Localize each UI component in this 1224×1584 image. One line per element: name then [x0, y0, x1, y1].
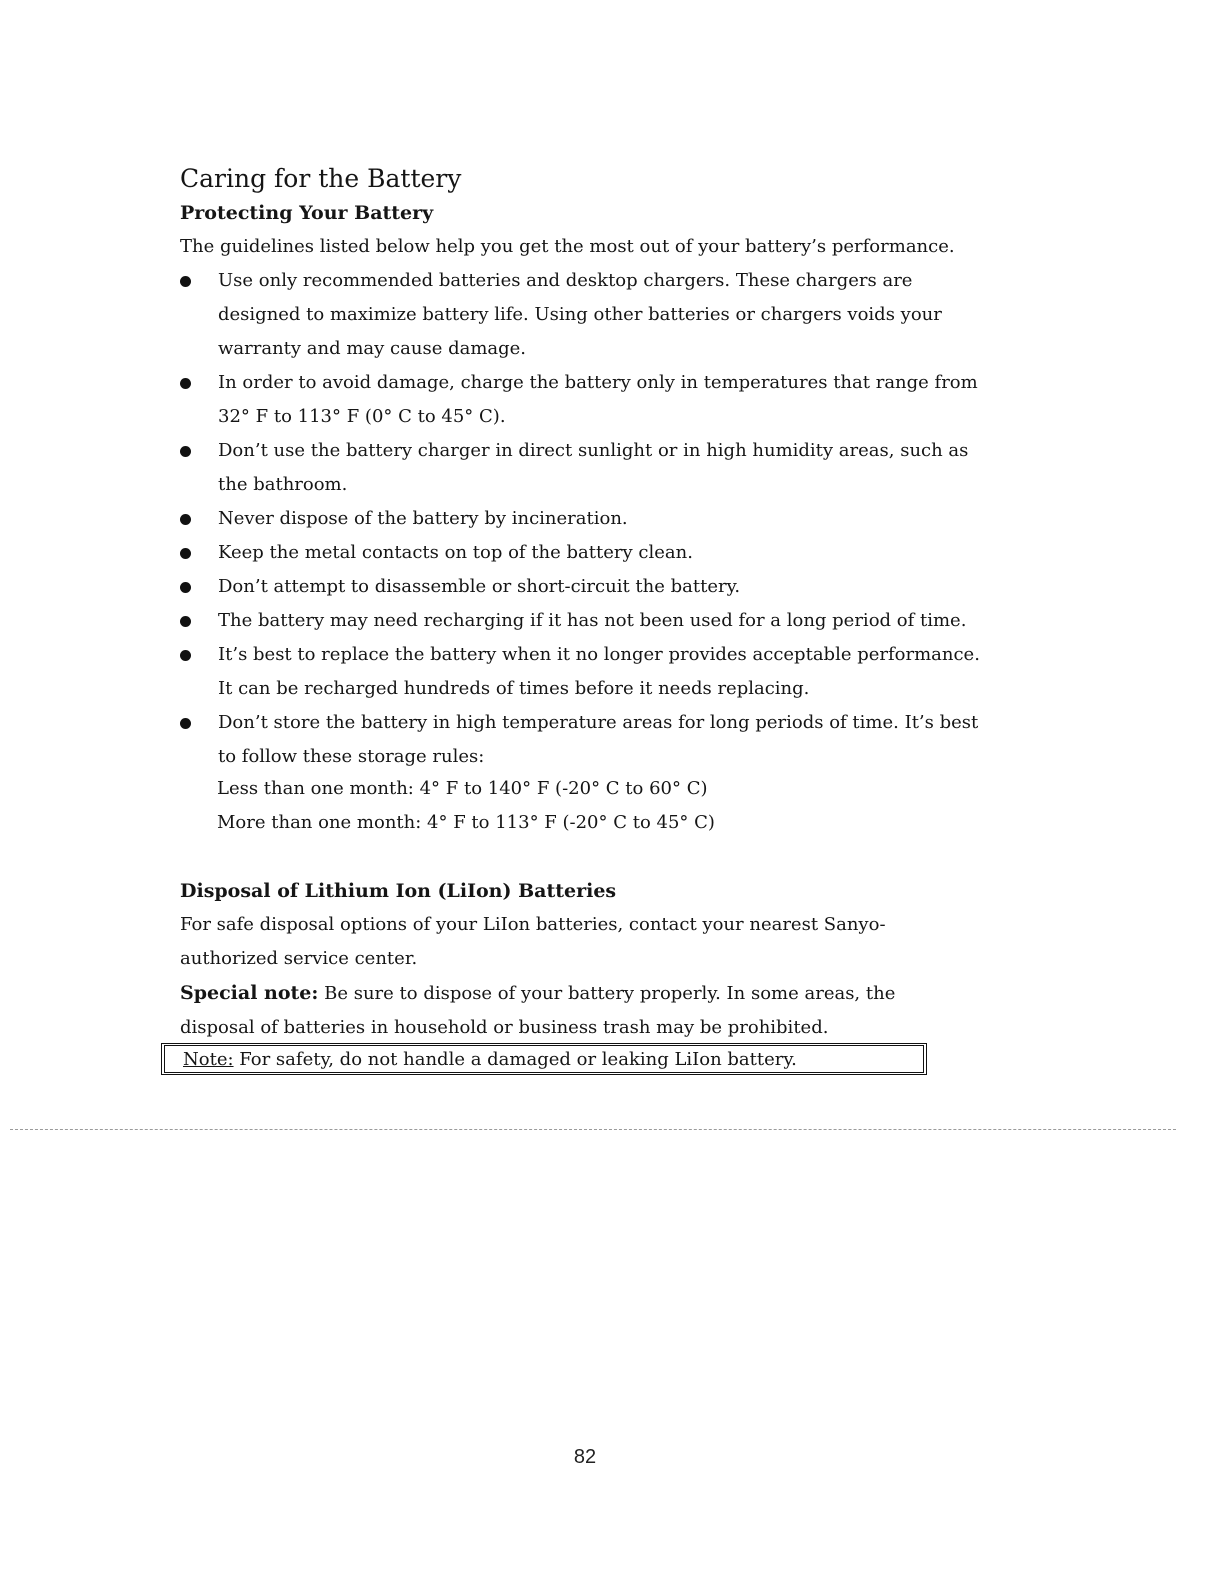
special-note-text: Be sure to dispose of your battery properly. In some areas, the disposal of batteries in household or business trash may be prohibited.: [180, 983, 896, 1038]
page-divider: [10, 1129, 1176, 1130]
protecting-title: Protecting Your Battery: [180, 202, 434, 224]
bullet-icon: [180, 514, 191, 525]
list-item-text: Never dispose of the battery by incineration.: [218, 508, 628, 529]
disposal-text: For safe disposal options of your LiIon batteries, contact your nearest Sanyo-authorized service center.: [180, 914, 886, 969]
disposal-title: Disposal of Lithium Ion (LiIon) Batteries: [180, 880, 617, 902]
bullet-icon: [180, 276, 191, 287]
bullet-icon: [180, 718, 191, 729]
list-item-text: The battery may need recharging if it has not been used for a long period of time.: [218, 610, 967, 631]
section-title: Caring for the Battery: [180, 164, 462, 193]
storage-rule-long: More than one month: 4° F to 113° F (-20° C to 45° C): [217, 812, 715, 833]
storage-rule-short: Less than one month: 4° F to 140° F (-20° C to 60° C): [217, 778, 708, 799]
protecting-intro: The guidelines listed below help you get the most out of your battery’s performance.: [180, 236, 955, 257]
list-item: [178, 706, 988, 774]
list-item-text: Keep the metal contacts on top of the battery clean.: [218, 542, 693, 563]
list-item: [178, 434, 988, 502]
bullet-icon: [180, 378, 191, 389]
list-item-text: Don’t store the battery in high temperature areas for long periods of time. It’s best to follow these storage rules:: [218, 712, 979, 767]
list-item: [178, 570, 988, 604]
list-item: [178, 264, 988, 366]
safety-note: [183, 1047, 797, 1073]
bullet-icon: [180, 446, 191, 457]
list-item: [178, 638, 988, 706]
list-item: [178, 604, 988, 638]
note-label: Note:: [183, 1049, 234, 1070]
list-item: [178, 536, 988, 570]
guidelines-list: [178, 264, 988, 774]
bullet-icon: [180, 616, 191, 627]
safety-note-box: [161, 1043, 927, 1075]
list-item-text: Don’t attempt to disassemble or short-circuit the battery.: [218, 576, 741, 597]
note-text: For safety, do not handle a damaged or leaking LiIon battery.: [233, 1049, 797, 1070]
list-item: [178, 502, 988, 536]
bullet-icon: [180, 650, 191, 661]
list-item-text: Don’t use the battery charger in direct sunlight or in high humidity areas, such as the bathroom.: [218, 440, 969, 495]
page-number: 82: [573, 1446, 597, 1468]
list-item-text: In order to avoid damage, charge the battery only in temperatures that range from 32° F to 113° F (0° C to 45° C).: [218, 372, 978, 427]
bullet-icon: [180, 582, 191, 593]
list-item: [178, 366, 988, 434]
special-note-label: Special note:: [180, 982, 319, 1004]
list-item-text: Use only recommended batteries and desktop chargers. These chargers are designed to maximize battery life. Using other batteries or chargers voids your warranty and may cause damage.: [218, 270, 942, 359]
list-item-text: It’s best to replace the battery when it no longer provides acceptable performance. It can be recharged hundreds of times before it needs replacing.: [218, 644, 980, 699]
bullet-icon: [180, 548, 191, 559]
special-note: [180, 976, 970, 1045]
